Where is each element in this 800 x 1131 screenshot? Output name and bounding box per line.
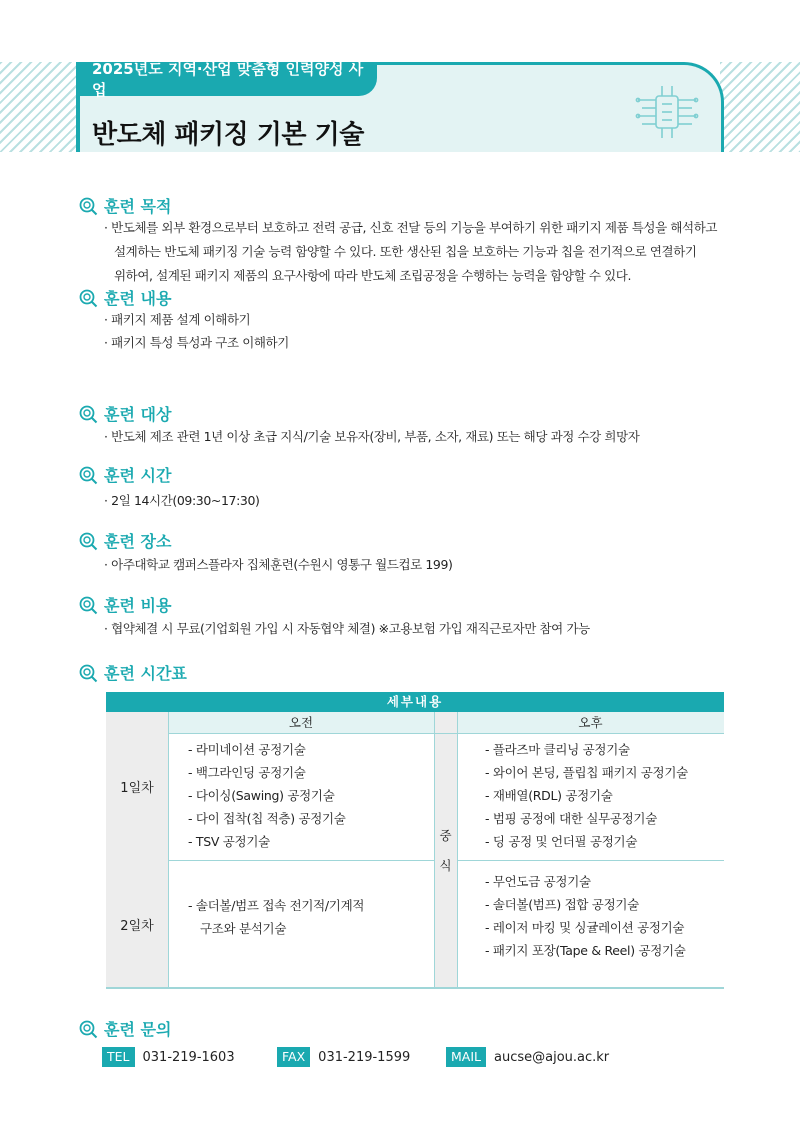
hatch-decoration-left bbox=[0, 62, 80, 152]
fax-number: 031-219-1599 bbox=[318, 1049, 411, 1065]
magnifier-icon bbox=[78, 1019, 98, 1039]
target-line: · 반도체 제조 관련 1년 이상 초급 지식/기술 보유자(장비, 부품, 소자, 재료) 또는 해당 과정 수강 희망자 bbox=[104, 429, 640, 444]
list-item: - 와이어 본딩, 플립칩 패키지 공정기술 bbox=[485, 765, 688, 780]
time-line: · 2일 14시간(09:30~17:30) bbox=[104, 493, 260, 508]
purpose-line: 위하여, 설계된 패키지 제품의 요구사항에 따라 반도체 조립공정을 수행하는 능력을 함양할 수 있다. bbox=[114, 268, 632, 283]
divider bbox=[168, 712, 169, 988]
place-line: · 아주대학교 캠퍼스플라자 집체훈련(수원시 영통구 월드컵로 199) bbox=[104, 557, 453, 572]
purpose-line: 설계하는 반도체 패키징 기술 능력 함양할 수 있다. 또한 생산된 칩을 보호하는 기능과 칩을 전기적으로 연결하기 bbox=[114, 244, 697, 259]
content-line: · 패키지 특성 특성과 구조 이해하기 bbox=[104, 335, 289, 350]
list-item: - 백그라인딩 공정기술 bbox=[188, 765, 306, 780]
list-item: - TSV 공정기술 bbox=[188, 834, 270, 849]
mail-tag: MAIL bbox=[446, 1047, 486, 1067]
day1-am-list bbox=[188, 738, 346, 853]
magnifier-icon bbox=[78, 595, 98, 615]
list-item: - 라미네이션 공정기술 bbox=[188, 742, 306, 757]
tel-number[interactable]: 031-219-1603 bbox=[142, 1049, 235, 1065]
header-banner bbox=[0, 62, 800, 152]
schedule-table bbox=[106, 692, 724, 988]
magnifier-icon bbox=[78, 196, 98, 216]
list-item: - 패키지 포장(Tape & Reel) 공정기술 bbox=[485, 943, 686, 958]
magnifier-icon bbox=[78, 531, 98, 551]
pm-header: 오후 bbox=[457, 712, 724, 733]
magnifier-icon bbox=[78, 404, 98, 424]
divider bbox=[457, 712, 458, 988]
table-header: 세부내용 bbox=[106, 692, 724, 712]
section-cost-title: 훈련 비용 bbox=[78, 593, 171, 616]
content-line: · 패키지 제품 설계 이해하기 bbox=[104, 312, 251, 327]
chip-icon bbox=[634, 82, 700, 142]
tel-tag: TEL bbox=[102, 1047, 135, 1067]
lunch-cell: 중 식 bbox=[434, 712, 457, 988]
list-item: - 다이싱(Sawing) 공정기술 bbox=[188, 788, 335, 803]
day2-am-list bbox=[188, 894, 364, 940]
day1-label: 1일차 bbox=[106, 712, 168, 860]
section-target-title: 훈련 대상 bbox=[78, 402, 171, 425]
magnifier-icon bbox=[78, 288, 98, 308]
day1-pm-list bbox=[485, 738, 688, 853]
am-header: 오전 bbox=[168, 712, 434, 733]
list-item: - 범핑 공정에 대한 실무공정기술 bbox=[485, 811, 657, 826]
magnifier-icon bbox=[78, 465, 98, 485]
section-inquiry-title: 훈련 문의 bbox=[78, 1017, 171, 1040]
page-title: 반도체 패키징 기본 기술 bbox=[92, 120, 364, 150]
divider bbox=[168, 860, 434, 861]
contact-fax bbox=[277, 1047, 410, 1067]
divider bbox=[434, 712, 435, 988]
mail-address[interactable]: aucse@ajou.ac.kr bbox=[494, 1049, 610, 1065]
program-subtitle: 2025년도 지역·산업 맞춤형 인력양성 사업 bbox=[76, 62, 377, 96]
list-item: - 다이 접착(칩 적층) 공정기술 bbox=[188, 811, 346, 826]
purpose-line: · 반도체를 외부 환경으로부터 보호하고 전력 공급, 신호 전달 등의 기능을 부여하기 위한 패키지 제품 특성을 해석하고 bbox=[104, 220, 718, 235]
table-bottom-border bbox=[106, 987, 724, 989]
divider bbox=[457, 860, 724, 861]
contact-mail bbox=[446, 1047, 609, 1067]
list-item: - 딩 공정 및 언더필 공정기술 bbox=[485, 834, 638, 849]
section-purpose-title: 훈련 목적 bbox=[78, 194, 171, 217]
section-content-title: 훈련 내용 bbox=[78, 286, 171, 309]
section-schedule-title: 훈련 시간표 bbox=[78, 661, 187, 684]
day2-label: 2일차 bbox=[106, 860, 168, 988]
list-item: - 무언도금 공정기술 bbox=[485, 874, 591, 889]
list-item: - 재배열(RDL) 공정기술 bbox=[485, 788, 613, 803]
list-item: - 레이저 마킹 및 싱귤레이션 공정기술 bbox=[485, 920, 685, 935]
day2-pm-list bbox=[485, 870, 686, 962]
list-item: 구조와 분석기술 bbox=[200, 921, 287, 936]
list-item: - 솔더볼/범프 접속 전기적/기계적 bbox=[188, 898, 365, 913]
contact-tel bbox=[102, 1047, 235, 1067]
fax-tag: FAX bbox=[277, 1047, 310, 1067]
hatch-decoration-right bbox=[720, 62, 800, 152]
list-item: - 솔더볼(범프) 접합 공정기술 bbox=[485, 897, 639, 912]
list-item: - 플라즈마 클리닝 공정기술 bbox=[485, 742, 630, 757]
section-time-title: 훈련 시간 bbox=[78, 463, 171, 486]
section-place-title: 훈련 장소 bbox=[78, 529, 171, 552]
cost-line: · 협약체결 시 무료(기업회원 가입 시 자동협약 체결) ※고용보험 가입 재직근로자만 참여 가능 bbox=[104, 621, 590, 636]
divider bbox=[168, 733, 724, 734]
magnifier-icon bbox=[78, 663, 98, 683]
